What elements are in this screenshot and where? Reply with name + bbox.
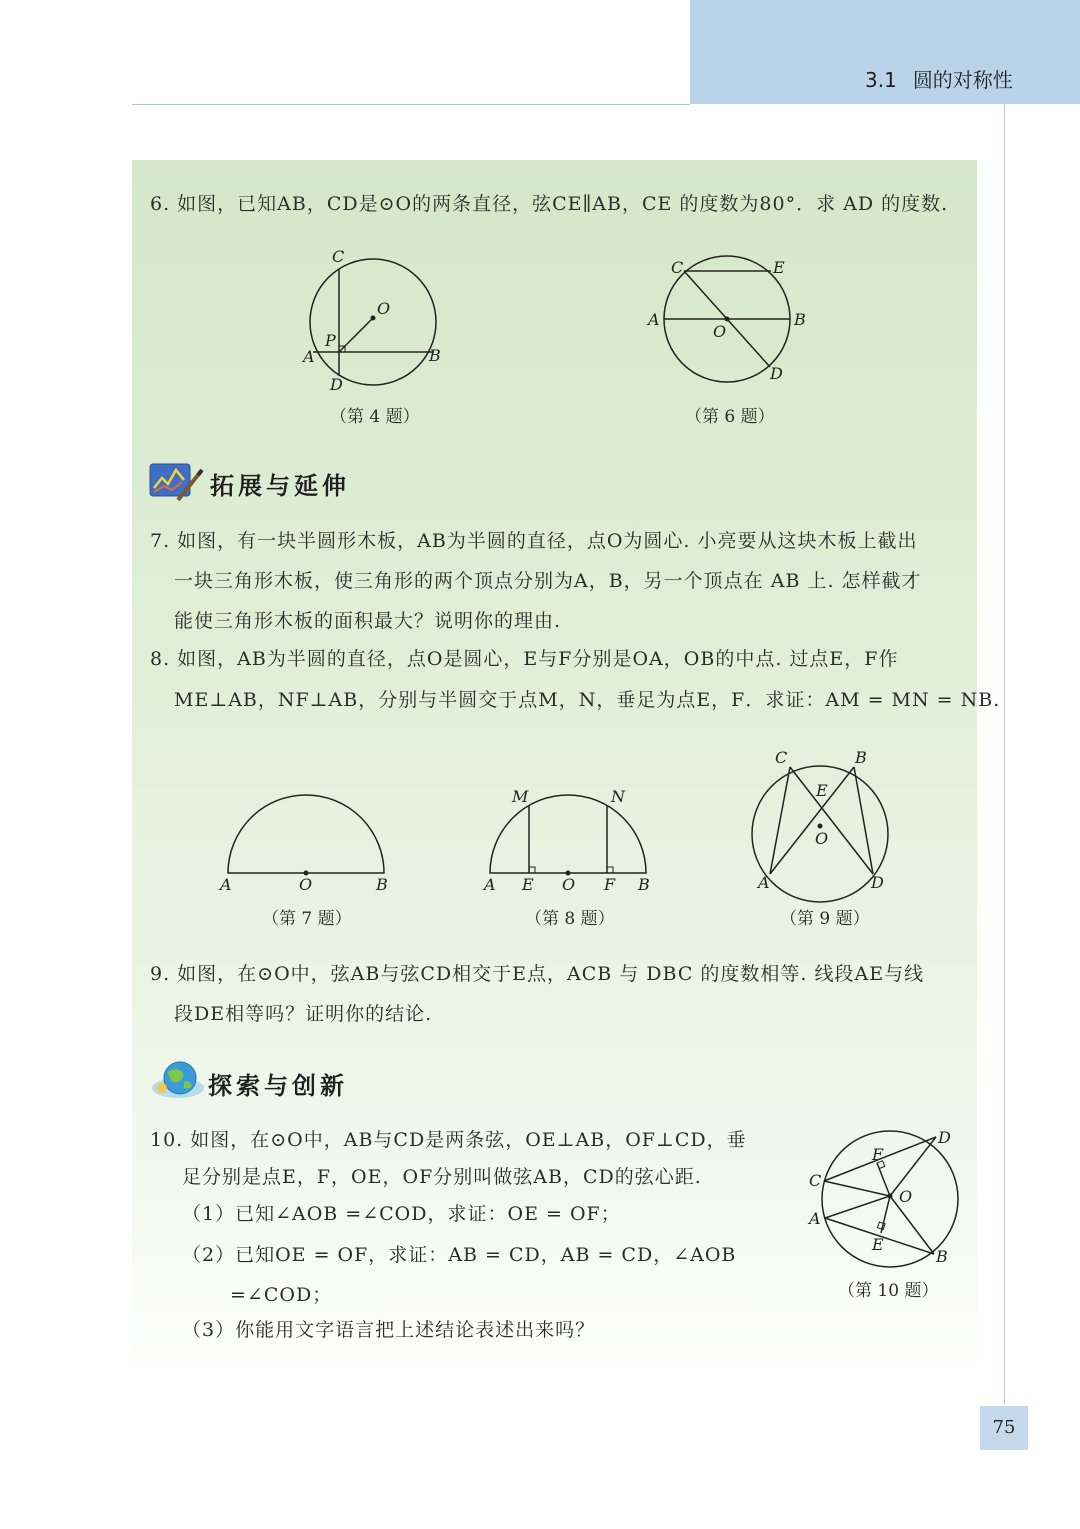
fig9-chord-cd xyxy=(790,767,873,874)
problem-10-line-4: （2）已知OE = OF，求证：AB = CD，AB = CD，∠AOB xyxy=(182,1244,737,1266)
fig9-chord-bd xyxy=(854,767,873,874)
fig9-label-e: E xyxy=(816,781,828,800)
fig4-label-p: P xyxy=(325,331,336,350)
fig8-label-e: E xyxy=(522,875,534,894)
fig10-label-o: O xyxy=(899,1187,913,1206)
fig8-label-f: F xyxy=(604,875,616,894)
caption-fig7: （第 7 题） xyxy=(262,909,352,929)
fig7-semicircle xyxy=(228,795,384,873)
figure-10 xyxy=(800,1120,970,1275)
fig6-label-a: A xyxy=(648,310,660,329)
fig8-right-angle-f xyxy=(607,867,613,873)
figure-4 xyxy=(290,240,460,400)
fig10-segment-oe xyxy=(881,1196,890,1233)
fig8-right-angle-e xyxy=(529,867,535,873)
fig10-center-dot xyxy=(888,1194,893,1199)
problem-9-line-1: 9. 如图，在⊙O中，弦AB与弦CD相交于E点，ACB 与 DBC 的度数相等. 线段AE与线 xyxy=(150,963,925,985)
fig8-label-m: M xyxy=(512,787,529,806)
fig6-label-o: O xyxy=(713,322,727,341)
fig4-label-a: A xyxy=(303,347,315,366)
margin-rule xyxy=(1004,104,1005,1404)
fig6-label-c: C xyxy=(671,258,684,277)
fig9-label-o: O xyxy=(815,829,829,848)
fig7-label-b: B xyxy=(376,875,388,894)
section-title: 圆的对称性 xyxy=(912,68,1013,92)
fig4-label-b: B xyxy=(429,346,441,365)
fig9-label-c: C xyxy=(775,748,788,767)
fig6-center-dot xyxy=(725,317,730,322)
fig8-label-o: O xyxy=(562,875,576,894)
fig4-label-d: D xyxy=(330,375,343,394)
fig9-chord-ca xyxy=(770,767,790,874)
fig10-label-b: B xyxy=(936,1247,948,1266)
fig4-label-o: O xyxy=(377,299,391,318)
fig7-label-o: O xyxy=(299,875,313,894)
fig6-label-b: B xyxy=(794,310,806,329)
page-number: 75 xyxy=(980,1406,1028,1450)
fig6-label-e: E xyxy=(773,258,785,277)
caption-fig6: （第 6 题） xyxy=(685,407,775,427)
fig8-label-b: B xyxy=(638,875,650,894)
fig8-label-n: N xyxy=(611,787,625,806)
fig4-segment-po xyxy=(339,318,373,352)
fig7-label-a: A xyxy=(220,875,232,894)
problem-9-line-2: 段DE相等吗？证明你的结论. xyxy=(174,1003,433,1025)
figure-6 xyxy=(640,250,820,400)
section-explore-title: 探索与创新 xyxy=(208,1071,348,1100)
fig10-label-f: F xyxy=(872,1145,884,1164)
fig10-label-a: A xyxy=(809,1209,821,1228)
section-extend-title: 拓展与延伸 xyxy=(210,471,350,500)
problem-10-line-2: 足分别是点E，F，OE，OF分别叫做弦AB，CD的弦心距. xyxy=(182,1166,702,1188)
figure-8 xyxy=(478,780,663,900)
problem-8-line-2: ME⊥AB，NF⊥AB，分别与半圆交于点M，N，垂足为点E，F．求证：AM = MN = NB. xyxy=(174,689,1001,711)
section-header xyxy=(865,64,1013,93)
fig10-right-angle-e xyxy=(877,1222,885,1230)
caption-fig9: （第 9 题） xyxy=(780,909,870,929)
fig4-label-c: C xyxy=(332,247,345,266)
fig9-label-d: D xyxy=(871,873,884,892)
problem-6: 6. 如图，已知AB，CD是⊙O的两条直径，弦CE∥AB，CE 的度数为80°．求 AD 的度数. xyxy=(150,193,949,215)
fig10-label-e: E xyxy=(872,1235,884,1254)
problem-10-line-6: （3）你能用文字语言把上述结论表述出来吗？ xyxy=(182,1319,596,1341)
chart-pen-icon xyxy=(148,460,206,504)
fig10-label-c: C xyxy=(809,1171,822,1190)
problem-7-line-2: 一块三角形木板，使三角形的两个顶点分别为A，B，另一个顶点在 AB 上. 怎样截才 xyxy=(174,570,922,592)
problem-7-line-3: 能使三角形木板的面积最大？说明你的理由. xyxy=(174,610,562,632)
fig10-radius-oa xyxy=(825,1196,890,1218)
problem-10-line-5: =∠COD； xyxy=(230,1284,333,1306)
problem-7-line-1: 7. 如图，有一块半圆形木板，AB为半圆的直径，点O为圆心. 小亮要从这块木板上截出 xyxy=(150,530,918,552)
caption-fig8: （第 8 题） xyxy=(525,909,615,929)
header-rule xyxy=(132,104,690,105)
caption-fig4: （第 4 题） xyxy=(330,407,420,427)
figure-7 xyxy=(215,780,400,900)
fig9-label-b: B xyxy=(855,748,867,767)
fig9-center-dot xyxy=(818,824,823,829)
figure-9 xyxy=(745,740,905,900)
fig6-label-d: D xyxy=(770,364,783,383)
fig10-radius-oc xyxy=(824,1181,890,1196)
fig4-center-dot xyxy=(371,316,376,321)
fig4-circle xyxy=(310,259,436,385)
fig9-chord-ab xyxy=(770,767,854,874)
fig10-label-d: D xyxy=(938,1128,951,1147)
fig8-label-a: A xyxy=(484,875,496,894)
section-number: 3.1 xyxy=(865,68,897,92)
caption-fig10: （第 10 题） xyxy=(838,1281,939,1301)
fig9-label-a: A xyxy=(758,873,770,892)
problem-10-line-1: 10. 如图，在⊙O中，AB与CD是两条弦，OE⊥AB，OF⊥CD，垂 xyxy=(150,1129,747,1151)
globe-icon xyxy=(150,1058,206,1102)
problem-10-line-3: （1）已知∠AOB =∠COD，求证：OE = OF； xyxy=(182,1203,621,1225)
fig8-semicircle xyxy=(490,795,646,873)
problem-8-line-1: 8. 如图，AB为半圆的直径，点O是圆心，E与F分别是OA，OB的中点. 过点E，F作 xyxy=(150,648,899,670)
